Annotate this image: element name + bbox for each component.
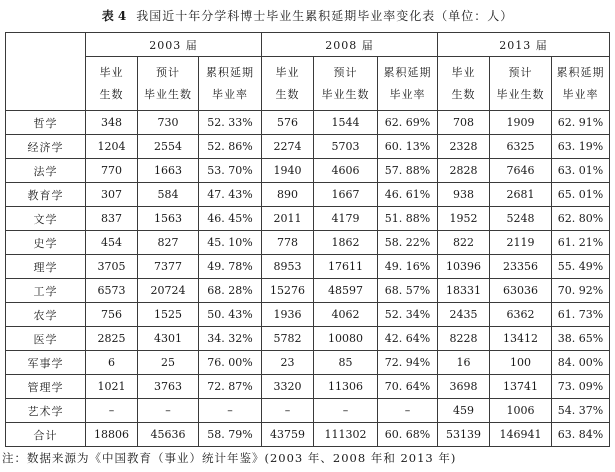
header-line: 生数 [99, 87, 124, 101]
table-cell: 4179 [314, 207, 378, 231]
header-line: 毕业生数 [144, 87, 192, 101]
table-cell: 18806 [86, 423, 138, 447]
table-row [6, 303, 610, 327]
header-line: 毕业率 [389, 87, 426, 101]
table-cell: 85 [314, 351, 378, 375]
table-cell: 822 [438, 231, 490, 255]
table-cell: 708 [438, 111, 490, 135]
table-row [6, 111, 610, 135]
table-cell: 42. 64% [378, 327, 438, 351]
discipline-name: 经济学 [6, 135, 86, 159]
table-cell: – [199, 399, 262, 423]
table-cell: 34. 32% [199, 327, 262, 351]
table-cell: 13412 [490, 327, 552, 351]
table-cell: 61. 73% [552, 303, 610, 327]
table-row [6, 399, 610, 423]
table-cell: 38. 65% [552, 327, 610, 351]
header-line: 毕业 [275, 65, 300, 79]
discipline-name: 艺术学 [6, 399, 86, 423]
table-cell: 62. 80% [552, 207, 610, 231]
table-cell: 5248 [490, 207, 552, 231]
table-cell: 576 [262, 111, 314, 135]
header-line: 预计 [333, 65, 358, 79]
discipline-name: 教育学 [6, 183, 86, 207]
table-cell: 46. 61% [378, 183, 438, 207]
table-cell: 1544 [314, 111, 378, 135]
table-cell: 45636 [138, 423, 199, 447]
table-cell: 53. 70% [199, 159, 262, 183]
table-cell: 49. 16% [378, 255, 438, 279]
table-cell: 1563 [138, 207, 199, 231]
header-line: 生数 [451, 87, 476, 101]
table-cell: 70. 64% [378, 375, 438, 399]
table-cell: 459 [438, 399, 490, 423]
source-note: 注：数据来源为《中国教育（事业）统计年鉴》(2003 年、2008 年和 2013 年) [2, 451, 457, 465]
header-line: 预计 [156, 65, 180, 79]
header-corner-cell [6, 33, 86, 111]
table-cell: 6362 [490, 303, 552, 327]
table-cell: 3698 [438, 375, 490, 399]
table-cell: 52. 33% [199, 111, 262, 135]
table-cell: 58. 79% [199, 423, 262, 447]
discipline-name: 医学 [6, 327, 86, 351]
header-line: 累积延期 [206, 65, 254, 79]
table-cell: 23 [262, 351, 314, 375]
header-line: 毕业生数 [321, 87, 370, 101]
column-header-row [6, 57, 610, 111]
table-cell: 43759 [262, 423, 314, 447]
discipline-name: 史学 [6, 231, 86, 255]
table-cell: 63. 84% [552, 423, 610, 447]
table-cell: 2011 [262, 207, 314, 231]
table-cell: 63. 01% [552, 159, 610, 183]
table-cell: – [86, 399, 138, 423]
table-cell: 938 [438, 183, 490, 207]
year-header-2013: 2013 届 [438, 33, 610, 57]
table-cell: 55. 49% [552, 255, 610, 279]
table-cell: 100 [490, 351, 552, 375]
table-cell: 72. 94% [378, 351, 438, 375]
table-cell: 778 [262, 231, 314, 255]
table-cell: 730 [138, 111, 199, 135]
expected-graduates-header [490, 57, 552, 111]
table-row [6, 375, 610, 399]
table-cell: 3763 [138, 375, 199, 399]
table-cell: 53139 [438, 423, 490, 447]
table-cell: 756 [86, 303, 138, 327]
table-cell: 48597 [314, 279, 378, 303]
table-cell: 61. 21% [552, 231, 610, 255]
table-cell: 10080 [314, 327, 378, 351]
delay-rate-header [378, 57, 438, 111]
table-cell: 57. 88% [378, 159, 438, 183]
header-line: 生数 [275, 87, 300, 101]
table-cell: – [262, 399, 314, 423]
table-cell: – [378, 399, 438, 423]
table-caption [0, 9, 615, 23]
table-cell: 890 [262, 183, 314, 207]
table-cell: 3320 [262, 375, 314, 399]
table-cell: 6573 [86, 279, 138, 303]
table-row [6, 423, 610, 447]
table-row [6, 255, 610, 279]
discipline-name: 工学 [6, 279, 86, 303]
header-line: 累积延期 [556, 65, 605, 79]
table-row [6, 207, 610, 231]
table-row [6, 279, 610, 303]
table-cell: 2435 [438, 303, 490, 327]
discipline-name: 管理学 [6, 375, 86, 399]
expected-graduates-header [138, 57, 199, 111]
table-cell: 10396 [438, 255, 490, 279]
table-cell: 584 [138, 183, 199, 207]
table-cell: 1663 [138, 159, 199, 183]
table-cell: 2119 [490, 231, 552, 255]
expected-graduates-header [314, 57, 378, 111]
table-cell: 2328 [438, 135, 490, 159]
table-cell: 1525 [138, 303, 199, 327]
graduation-delay-table [5, 32, 610, 447]
table-cell: 4606 [314, 159, 378, 183]
table-cell: 1021 [86, 375, 138, 399]
discipline-name: 文学 [6, 207, 86, 231]
table-cell: 146941 [490, 423, 552, 447]
table-cell: 60. 13% [378, 135, 438, 159]
table-cell: 62. 91% [552, 111, 610, 135]
table-row [6, 183, 610, 207]
table-cell: 1952 [438, 207, 490, 231]
discipline-name: 哲学 [6, 111, 86, 135]
table-cell: – [138, 399, 199, 423]
discipline-name: 军事学 [6, 351, 86, 375]
year-header-2008: 2008 届 [262, 33, 438, 57]
table-cell: – [314, 399, 378, 423]
table-cell: 25 [138, 351, 199, 375]
table-cell: 17611 [314, 255, 378, 279]
table-cell: 1204 [86, 135, 138, 159]
table-cell: 6325 [490, 135, 552, 159]
table-cell: 1667 [314, 183, 378, 207]
table-cell: 6 [86, 351, 138, 375]
table-body [6, 111, 610, 447]
table-cell: 5703 [314, 135, 378, 159]
table-cell: 73. 09% [552, 375, 610, 399]
table-cell: 2554 [138, 135, 199, 159]
delay-rate-header [552, 57, 610, 111]
table-cell: 7646 [490, 159, 552, 183]
graduates-header [262, 57, 314, 111]
table-cell: 2681 [490, 183, 552, 207]
table-cell: 72. 87% [199, 375, 262, 399]
table-cell: 20724 [138, 279, 199, 303]
year-header-row [6, 33, 610, 57]
discipline-name: 合计 [6, 423, 86, 447]
table-cell: 348 [86, 111, 138, 135]
table-cell: 49. 78% [199, 255, 262, 279]
header-line: 毕业 [99, 65, 124, 79]
table-cell: 13741 [490, 375, 552, 399]
table-cell: 52. 86% [199, 135, 262, 159]
table-cell: 62. 69% [378, 111, 438, 135]
table-cell: 45. 10% [199, 231, 262, 255]
table-cell: 2825 [86, 327, 138, 351]
discipline-name: 农学 [6, 303, 86, 327]
table-cell: 7377 [138, 255, 199, 279]
table-cell: 47. 43% [199, 183, 262, 207]
table-cell: 63036 [490, 279, 552, 303]
table-cell: 58. 22% [378, 231, 438, 255]
table-cell: 46. 45% [199, 207, 262, 231]
table-row [6, 351, 610, 375]
table-cell: 11306 [314, 375, 378, 399]
header-line: 毕业率 [212, 87, 248, 101]
table-cell: 84. 00% [552, 351, 610, 375]
table-cell: 60. 68% [378, 423, 438, 447]
table-cell: 1006 [490, 399, 552, 423]
table-cell: 837 [86, 207, 138, 231]
table-cell: 4301 [138, 327, 199, 351]
table-cell: 52. 34% [378, 303, 438, 327]
table-cell: 70. 92% [552, 279, 610, 303]
table-title: 我国近十年分学科博士毕业生累积延期毕业率变化表（单位：人） [136, 9, 514, 23]
table-number: 表 4 [101, 9, 127, 23]
table-cell: 8228 [438, 327, 490, 351]
table-cell: 76. 00% [199, 351, 262, 375]
table-row [6, 159, 610, 183]
table-cell: 111302 [314, 423, 378, 447]
table-cell: 63. 19% [552, 135, 610, 159]
table-cell: 454 [86, 231, 138, 255]
table-cell: 51. 88% [378, 207, 438, 231]
table-cell: 50. 43% [199, 303, 262, 327]
header-line: 毕业率 [562, 87, 599, 101]
table-cell: 18331 [438, 279, 490, 303]
table-cell: 2828 [438, 159, 490, 183]
table-cell: 1909 [490, 111, 552, 135]
table-cell: 16 [438, 351, 490, 375]
discipline-name: 法学 [6, 159, 86, 183]
table-cell: 1862 [314, 231, 378, 255]
table-cell: 5782 [262, 327, 314, 351]
header-line: 毕业生数 [496, 87, 545, 101]
delay-rate-header [199, 57, 262, 111]
table-cell: 8953 [262, 255, 314, 279]
table-row [6, 327, 610, 351]
table-cell: 15276 [262, 279, 314, 303]
table-cell: 2274 [262, 135, 314, 159]
table-cell: 3705 [86, 255, 138, 279]
header-line: 毕业 [451, 65, 476, 79]
table-cell: 54. 37% [552, 399, 610, 423]
table-cell: 68. 57% [378, 279, 438, 303]
table-cell: 23356 [490, 255, 552, 279]
table-cell: 307 [86, 183, 138, 207]
table-cell: 770 [86, 159, 138, 183]
table-cell: 4062 [314, 303, 378, 327]
table-row [6, 231, 610, 255]
table-cell: 1940 [262, 159, 314, 183]
year-header-2003: 2003 届 [86, 33, 262, 57]
header-line: 预计 [508, 65, 533, 79]
graduates-header [86, 57, 138, 111]
table-row [6, 135, 610, 159]
table-cell: 68. 28% [199, 279, 262, 303]
table-cell: 1936 [262, 303, 314, 327]
table-cell: 827 [138, 231, 199, 255]
graduates-header [438, 57, 490, 111]
header-line: 累积延期 [383, 65, 432, 79]
discipline-name: 理学 [6, 255, 86, 279]
table-cell: 65. 01% [552, 183, 610, 207]
